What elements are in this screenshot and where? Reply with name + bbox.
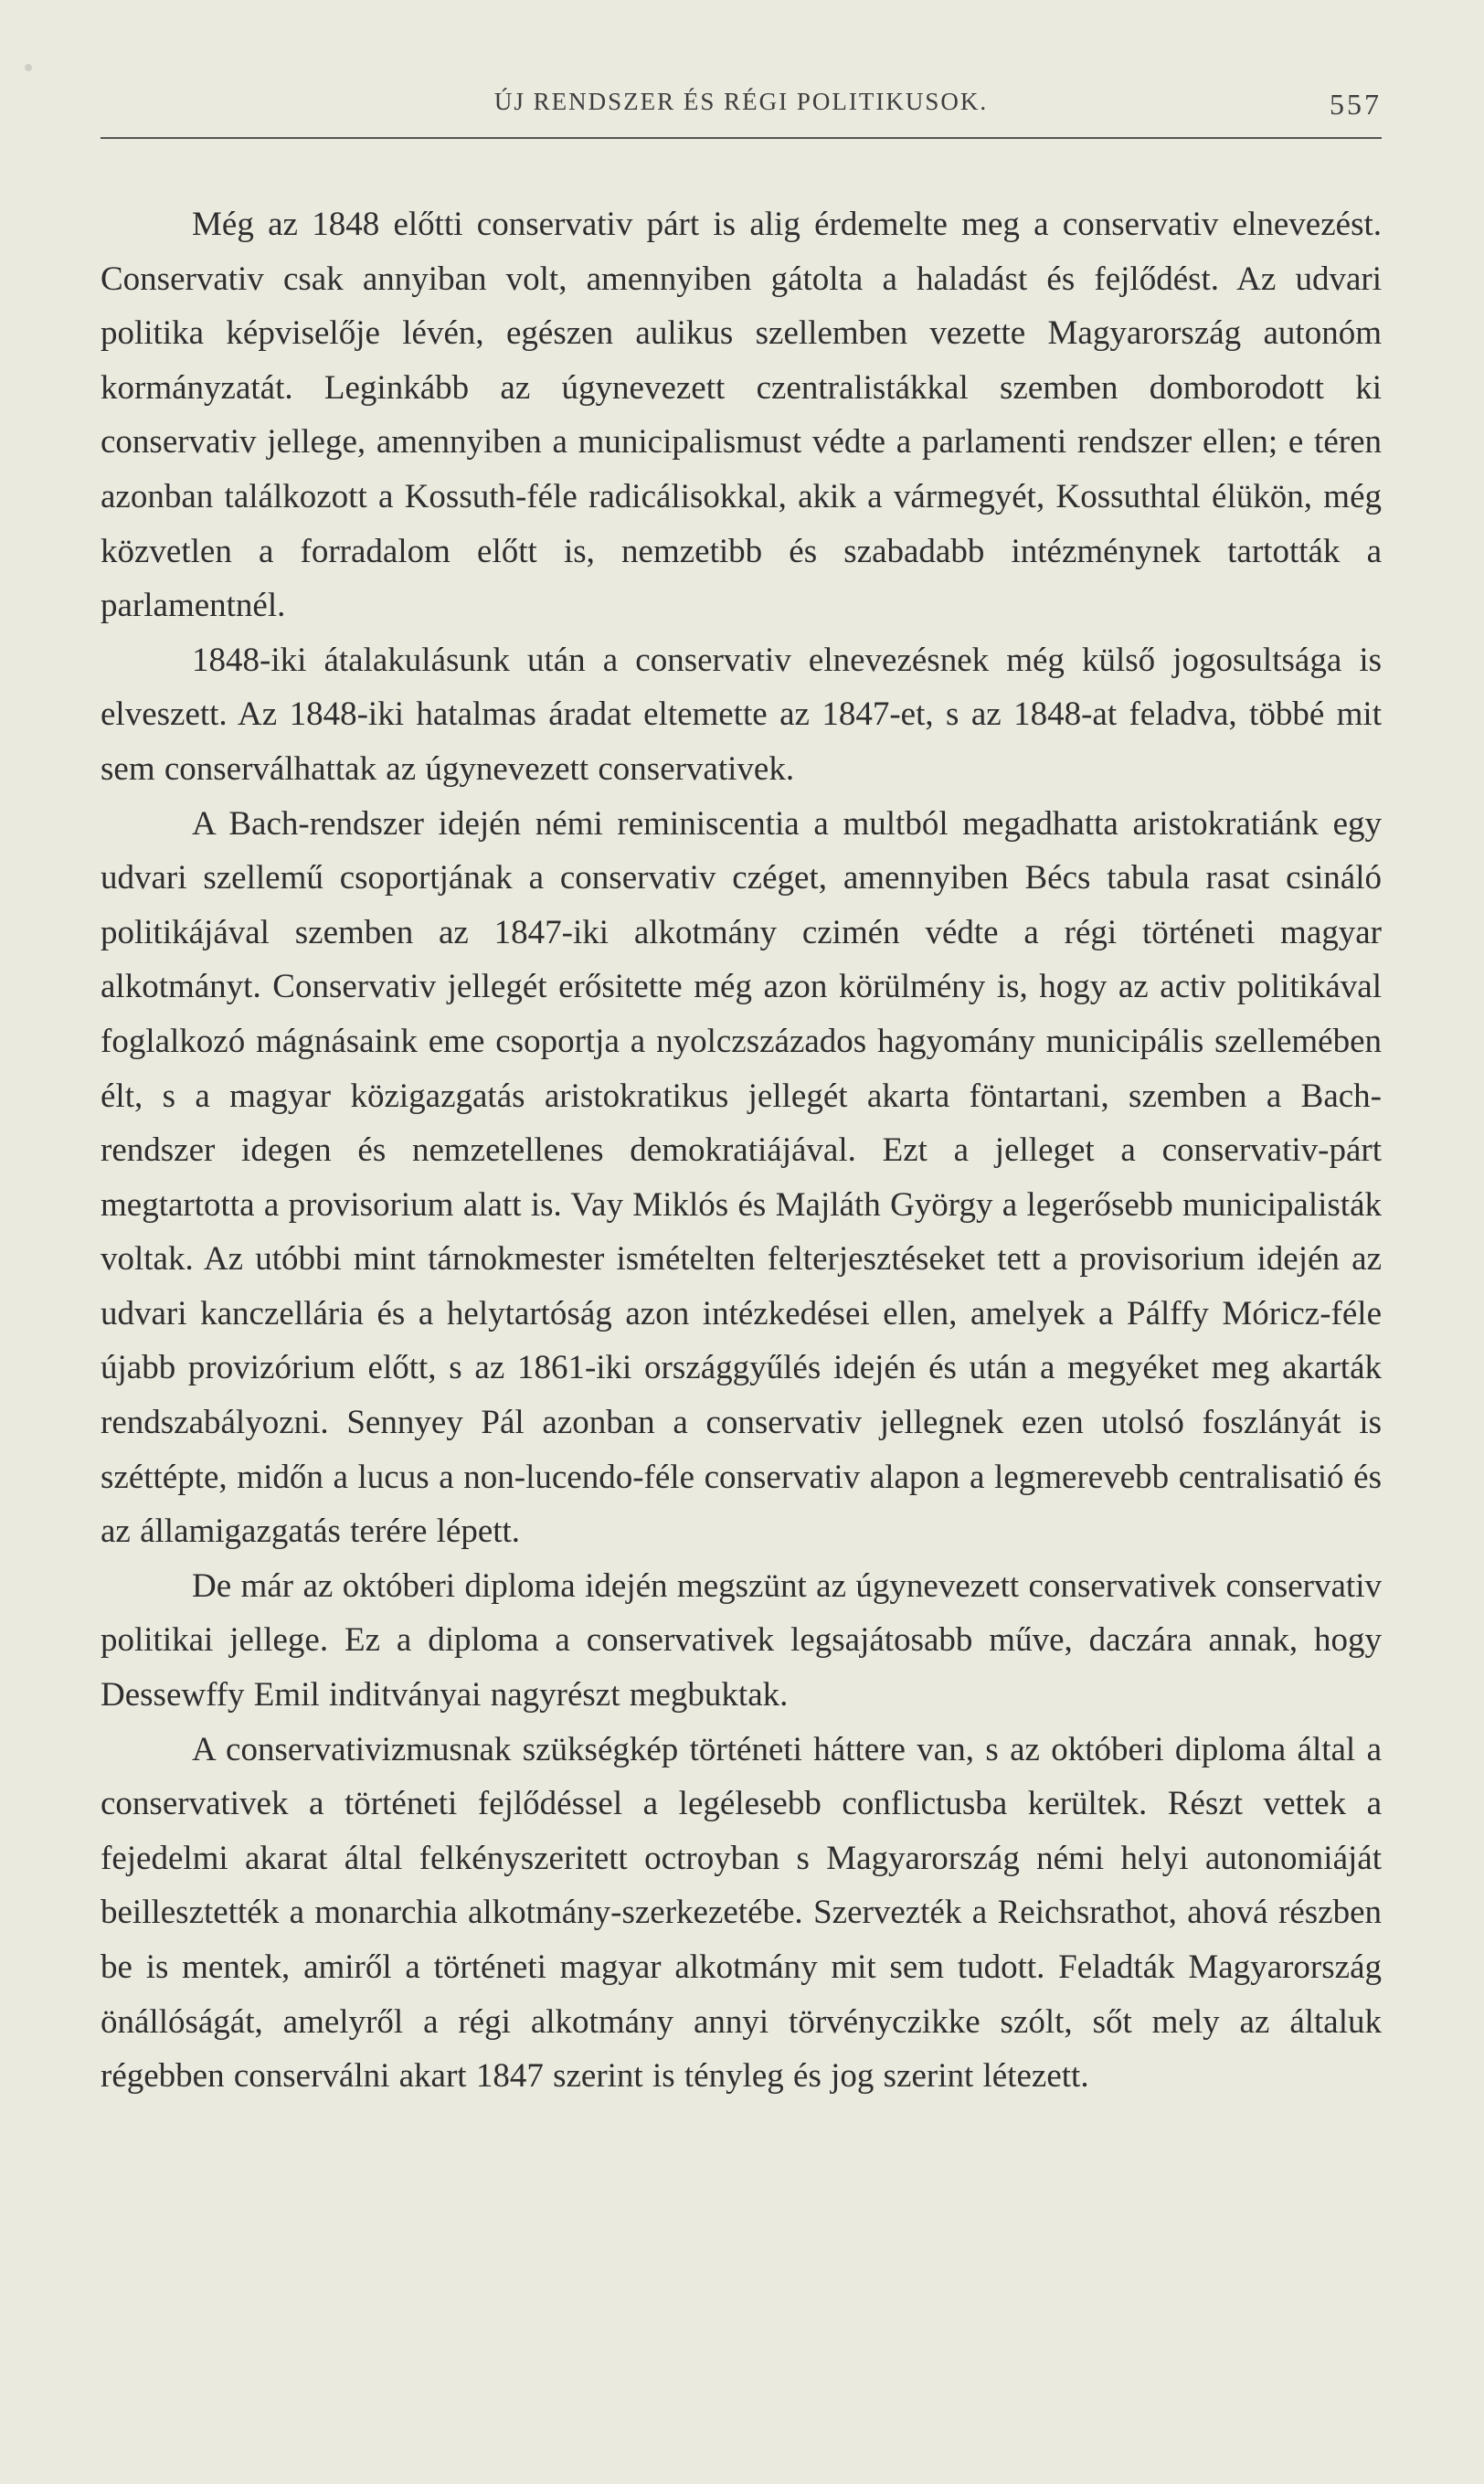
running-title: ÚJ RENDSZER ÉS RÉGI POLITIKUSOK. — [493, 88, 989, 115]
paragraph: De már az októberi diploma idején megszünt az úgynevezett conservativek conservativ politikai jellege. Ez a diploma a conservativek legsajátosabb műve, daczára annak, hogy Dessewffy Emil inditványai nagyrészt megbuktak. — [101, 1566, 1382, 1714]
header-rule — [101, 137, 1382, 139]
paragraph: 1848-iki átalakulásunk után a conservativ elnevezésnek még külső jogosultsága is elveszett. Az 1848-iki hatalmas áradat eltemette az 1847-et, s az 1848-at feladva, többé mit sem conserválhattak az úgynevezett conservativek. — [101, 641, 1382, 788]
paragraph: Még az 1848 előtti conservativ párt is alig érdemelte meg a conservativ elnevezést. Conservativ csak annyiban volt, amennyiben gátolta a haladást és fejlődést. Az udvari politika képviselője lévén, egészen aulikus szellemben vezette Magyarország autonóm kormányzatát. Leginkább az úgynevezett czentralistákkal szemben domborodott ki conservativ jellege, amennyiben a municipalismust védte a parlamenti rendszer ellen; e téren azonban találkozott a Kossuth-féle radicálisokkal, akik a vármegyét, Kossuthtal élükön, még közvetlen a forradalom előtt is, nemzetibb és szabadabb intézménynek tartották a parlamentnél. — [101, 206, 1382, 625]
running-head — [101, 88, 1382, 133]
paragraph: A conservativizmusnak szükségkép történeti háttere van, s az októberi diploma által a conservativek a történeti fejlődéssel a legélesebb conflictusba kerültek. Részt vettek a fejedelmi akarat által felkényszeritett octroyban s Magyarország némi helyi autonomiáját beillesztették a monarchia alkotmány-szerkezetébe. Szervezték a Reichsrathot, ahová részben be is mentek, amiről a történeti magyar alkotmány mit sem tudott. Feladták Magyarország önállóságát, amelyről a régi alkotmány annyi törvényczikke szólt, sőt mely az általuk régebben conserválni akart 1847 szerint is tényleg és jog szerint létezett. — [101, 1730, 1382, 2096]
body-text — [101, 197, 1382, 2104]
paragraph: A Bach-rendszer idején némi reminiscentia a multból megadhatta aristokratiánk egy udvari szellemű csoportjának a conservativ czéget, amennyiben Bécs tabula rasat csináló politikájával szemben az 1847-iki alkotmány czimén védte a régi történeti magyar alkotmányt. Conservativ jellegét erősitette még azon körülmény is, hogy az activ politikával foglalkozó mágnásaink eme csoportja a nyolczszázados hagyomány municipális szellemében élt, s a magyar közigazgatás aristokratikus jellegét akarta föntartani, szemben a Bach-rendszer idegen és nemzetellenes demokratiájával. Ezt a jelleget a conservativ-párt megtartotta a provisorium alatt is. Vay Miklós és Majláth György a legerősebb municipalisták voltak. Az utóbbi mint tárnokmester ismételten felterjesztéseket tett a provisorium idején az udvari kanczellária és a helytartóság azon intézkedései ellen, amelyek a Pálffy Móricz-féle újabb provizórium előtt, s az 1861-iki országgyűlés idején és után a megyéket meg akarták rendszabályozni. Sennyey Pál azonban a conservativ jellegnek ezen utolsó foszlányát is széttépte, midőn a lucus a non-lucendo-féle conservativ alapon a legmerevebb centralisatió és az államigazgatás terére lépett. — [101, 804, 1382, 1551]
page-number: 557 — [1330, 88, 1382, 121]
scan-speck — [25, 64, 32, 71]
